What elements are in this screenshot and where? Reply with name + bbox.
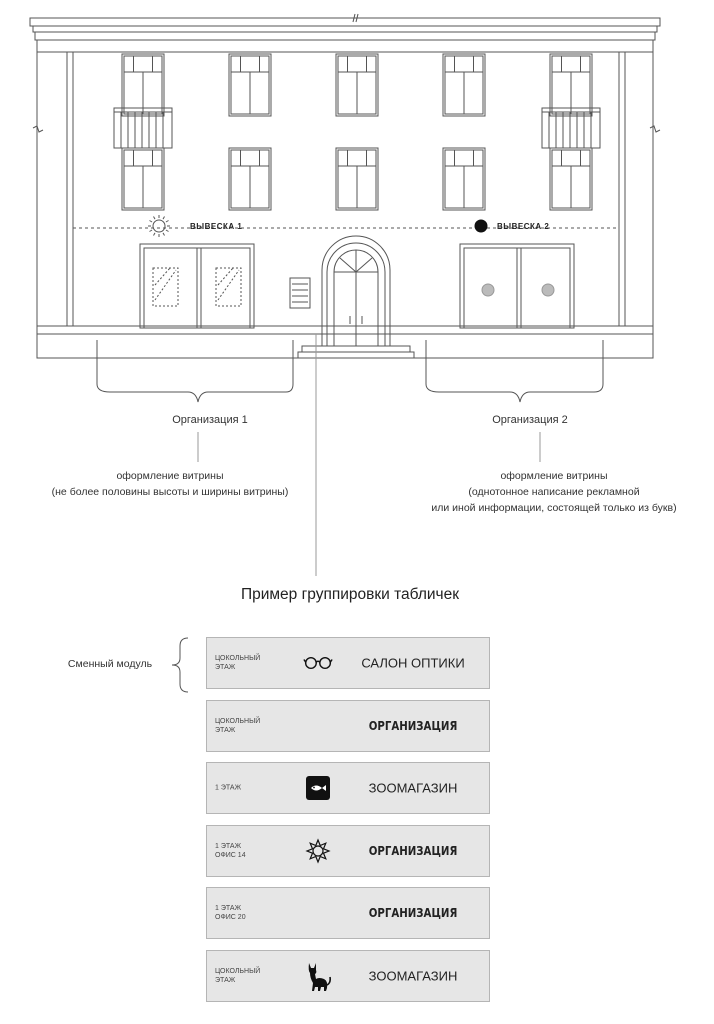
shopfront-right — [460, 244, 574, 328]
plate-floor-line2: ЭТАЖ — [215, 664, 236, 671]
window — [443, 54, 485, 116]
window — [122, 54, 164, 116]
plate-floor-line1: ЦОКОЛЬНЫЙ — [215, 655, 261, 662]
plate-name: ОРГАНИЗАЦИЯ — [368, 906, 458, 920]
cat-icon — [303, 963, 333, 989]
sign-plate — [206, 637, 490, 689]
org2-note-line2: (однотонное написание рекламной — [468, 486, 640, 498]
windows-upper — [122, 54, 592, 210]
plinth — [37, 326, 653, 358]
plate-floor — [215, 717, 271, 735]
window — [122, 148, 164, 210]
module-label: Сменный модуль — [67, 658, 153, 670]
plate-floor — [215, 967, 271, 985]
sign-plate — [206, 825, 490, 877]
sign-plate — [206, 700, 490, 752]
module-brace — [168, 636, 192, 694]
plate-floor-line1: ЦОКОЛЬНЫЙ — [215, 718, 261, 725]
org2-label: Организация 2 — [492, 414, 568, 426]
org2-note-line1: оформление витрины — [500, 470, 608, 482]
sign1-sun-icon — [148, 215, 170, 237]
plate-floor-line1: 1 ЭТАЖ — [215, 905, 242, 912]
plate-name: ЗООМАГАЗИН — [368, 968, 458, 984]
plate-floor-line2: ЭТАЖ — [215, 727, 236, 734]
plate-name: ЗООМАГАЗИН — [368, 780, 458, 796]
plate-floor-line1: 1 ЭТАЖ — [215, 843, 242, 850]
plate-floor — [215, 654, 271, 672]
vent-grille — [290, 278, 310, 308]
window — [550, 54, 592, 116]
entrance-door — [322, 236, 390, 346]
window — [443, 148, 485, 210]
grouping-title: Пример группировки табличек — [240, 586, 460, 603]
org1-note-line1: оформление витрины — [116, 470, 224, 482]
brace-org2 — [426, 340, 603, 402]
plate-floor — [215, 842, 271, 860]
sign-plate — [206, 887, 490, 939]
glasses-icon — [303, 650, 333, 676]
plate-floor — [215, 784, 271, 793]
window — [550, 148, 592, 210]
window — [229, 54, 271, 116]
window — [229, 148, 271, 210]
sign2-label: ВЫВЕСКА 2 — [497, 222, 550, 231]
sign1-label: ВЫВЕСКА 1 — [190, 222, 243, 231]
plate-floor — [215, 904, 271, 922]
org1-note — [0, 468, 340, 500]
org1-note-line2: (не более половины высоты и ширины витрины) — [51, 486, 289, 498]
sun-icon — [303, 838, 333, 864]
org2-note-line3: или иной информации, состоящей только из букв) — [431, 502, 677, 514]
sign-plate — [206, 762, 490, 814]
plate-floor-line1: ЦОКОЛЬНЫЙ — [215, 968, 261, 975]
window — [336, 148, 378, 210]
plate-floor-line2: ОФИС 14 — [215, 852, 246, 859]
cornice — [30, 14, 660, 52]
plate-name: САЛОН ОПТИКИ — [361, 655, 465, 671]
plate-name: ОРГАНИЗАЦИЯ — [368, 844, 458, 858]
sign-plate — [206, 950, 490, 1002]
plate-floor-line2: ЭТАЖ — [215, 977, 236, 984]
org1-label: Организация 1 — [172, 414, 248, 426]
fish-icon — [303, 775, 333, 801]
plate-name: ОРГАНИЗАЦИЯ — [368, 719, 458, 733]
window — [336, 54, 378, 116]
plate-floor-line1: 1 ЭТАЖ — [215, 784, 242, 792]
plate-floor-line2: ОФИС 20 — [215, 914, 246, 921]
shopfront-left — [140, 244, 254, 328]
brace-org1 — [97, 340, 293, 402]
wall-outline — [33, 52, 660, 326]
org2-note — [396, 468, 712, 516]
sign2-dot — [475, 220, 487, 232]
